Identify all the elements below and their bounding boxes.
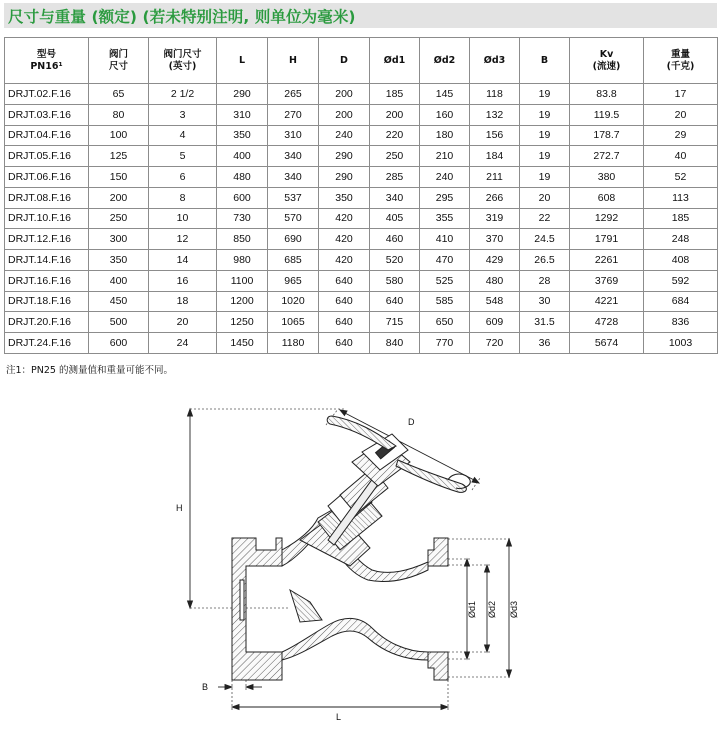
table-cell: 52 [644,167,718,188]
table-cell: 20 [520,187,570,208]
table-cell: 31.5 [520,312,570,333]
table-cell: 210 [420,146,470,167]
table-cell: 100 [89,125,149,146]
label-d2: Ød2 [487,600,497,618]
table-cell: 2 1/2 [149,84,217,105]
table-row [5,208,718,229]
column-header: 阀门尺寸 (英寸) [149,38,217,84]
table-cell: 600 [89,333,149,354]
table-cell: 270 [268,104,319,125]
table-cell: 609 [470,312,520,333]
model-cell: DRJT.08.F.16 [5,187,89,208]
table-cell: 250 [370,146,420,167]
column-header: Ød3 [470,38,520,84]
table-cell: 340 [268,146,319,167]
table-cell: 980 [217,250,268,271]
table-cell: 19 [520,167,570,188]
table-cell: 40 [644,146,718,167]
table-body [5,84,718,354]
table-cell: 720 [470,333,520,354]
table-row [5,250,718,271]
table-cell: 290 [319,146,370,167]
model-cell: DRJT.06.F.16 [5,167,89,188]
table-cell: 156 [470,125,520,146]
table-cell: 5 [149,146,217,167]
model-cell: DRJT.02.F.16 [5,84,89,105]
table-cell: 592 [644,270,718,291]
table-cell: 211 [470,167,520,188]
table-cell: 200 [370,104,420,125]
table-cell: 240 [319,125,370,146]
table-cell: 118 [470,84,520,105]
table-row [5,167,718,188]
table-cell: 537 [268,187,319,208]
table-cell: 4 [149,125,217,146]
table-cell: 132 [470,104,520,125]
table-cell: 3 [149,104,217,125]
table-cell: 836 [644,312,718,333]
table-cell: 525 [420,270,470,291]
table-cell: 178.7 [570,125,644,146]
table-cell: 6 [149,167,217,188]
model-cell: DRJT.14.F.16 [5,250,89,271]
table-cell: 30 [520,291,570,312]
table-row [5,146,718,167]
table-cell: 684 [644,291,718,312]
table-cell: 83.8 [570,84,644,105]
table-cell: 285 [370,167,420,188]
table-cell: 350 [319,187,370,208]
label-l: L [336,712,342,722]
table-cell: 1250 [217,312,268,333]
model-cell: DRJT.10.F.16 [5,208,89,229]
table-cell: 145 [420,84,470,105]
table-cell: 4221 [570,291,644,312]
table-cell: 480 [217,167,268,188]
table-cell: 28 [520,270,570,291]
column-header: B [520,38,570,84]
table-cell: 2261 [570,250,644,271]
table-cell: 400 [217,146,268,167]
table-cell: 250 [89,208,149,229]
table-cell: 248 [644,229,718,250]
table-cell: 220 [370,125,420,146]
table-cell: 500 [89,312,149,333]
table-cell: 160 [420,104,470,125]
table-cell: 460 [370,229,420,250]
table-cell: 185 [644,208,718,229]
table-cell: 19 [520,104,570,125]
table-row [5,84,718,105]
table-cell: 16 [149,270,217,291]
table-cell: 266 [470,187,520,208]
valve-drawing [0,390,720,744]
table-cell: 770 [420,333,470,354]
table-cell: 840 [370,333,420,354]
table-cell: 295 [420,187,470,208]
table-cell: 29 [644,125,718,146]
table-cell: 3769 [570,270,644,291]
table-cell: 520 [370,250,420,271]
table-cell: 290 [319,167,370,188]
label-d3: Ød3 [509,600,519,618]
column-header: D [319,38,370,84]
table-cell: 150 [89,167,149,188]
model-cell: DRJT.12.F.16 [5,229,89,250]
table-cell: 480 [470,270,520,291]
label-b: B [202,682,209,692]
table-cell: 184 [470,146,520,167]
table-cell: 300 [89,229,149,250]
table-cell: 640 [319,291,370,312]
model-cell: DRJT.05.F.16 [5,146,89,167]
table-cell: 650 [420,312,470,333]
table-cell: 22 [520,208,570,229]
table-cell: 965 [268,270,319,291]
table-cell: 690 [268,229,319,250]
table-header-row [5,38,718,84]
table-cell: 340 [268,167,319,188]
label-d: D [408,417,415,427]
table-cell: 5674 [570,333,644,354]
table-cell: 4728 [570,312,644,333]
table-cell: 355 [420,208,470,229]
column-header: H [268,38,319,84]
table-cell: 420 [319,229,370,250]
table-cell: 14 [149,250,217,271]
table-cell: 420 [319,208,370,229]
model-cell: DRJT.04.F.16 [5,125,89,146]
table-cell: 429 [470,250,520,271]
table-cell: 26.5 [520,250,570,271]
table-cell: 685 [268,250,319,271]
table-cell: 420 [319,250,370,271]
table-cell: 1450 [217,333,268,354]
dimensions-table [4,37,718,354]
table-cell: 600 [217,187,268,208]
table-cell: 1200 [217,291,268,312]
column-header: Ød1 [370,38,420,84]
table-cell: 350 [217,125,268,146]
table-cell: 20 [149,312,217,333]
table-cell: 17 [644,84,718,105]
table-cell: 185 [370,84,420,105]
table-cell: 319 [470,208,520,229]
table-cell: 265 [268,84,319,105]
table-cell: 640 [370,291,420,312]
table-cell: 310 [217,104,268,125]
table-cell: 18 [149,291,217,312]
table-row [5,270,718,291]
label-d1: Ød1 [467,600,477,618]
table-cell: 20 [644,104,718,125]
table-row [5,104,718,125]
table-cell: 400 [89,270,149,291]
table-cell: 19 [520,84,570,105]
model-cell: DRJT.18.F.16 [5,291,89,312]
title-bar [4,3,717,28]
table-cell: 1020 [268,291,319,312]
table-cell: 310 [268,125,319,146]
column-header: Ød2 [420,38,470,84]
table-row [5,187,718,208]
table-cell: 340 [370,187,420,208]
table-cell: 24 [149,333,217,354]
table-cell: 350 [89,250,149,271]
model-cell: DRJT.24.F.16 [5,333,89,354]
table-cell: 585 [420,291,470,312]
table-cell: 125 [89,146,149,167]
table-cell: 380 [570,167,644,188]
table-cell: 24.5 [520,229,570,250]
table-row [5,333,718,354]
table-row [5,229,718,250]
table-cell: 200 [319,104,370,125]
table-cell: 65 [89,84,149,105]
table-cell: 450 [89,291,149,312]
table-cell: 410 [420,229,470,250]
table-cell: 290 [217,84,268,105]
column-header: L [217,38,268,84]
table-cell: 180 [420,125,470,146]
table-cell: 19 [520,146,570,167]
column-header: 重量 (千克) [644,38,718,84]
table-cell: 715 [370,312,420,333]
column-header: 阀门 尺寸 [89,38,149,84]
dimension-labels [176,417,519,722]
table-cell: 1003 [644,333,718,354]
table-cell: 80 [89,104,149,125]
model-cell: DRJT.03.F.16 [5,104,89,125]
table-cell: 200 [319,84,370,105]
table-cell: 272.7 [570,146,644,167]
footnote: 注1：PN25 的测量值和重量可能不同。 [6,365,173,376]
table-cell: 640 [319,312,370,333]
table-cell: 370 [470,229,520,250]
label-h: H [176,503,183,513]
table-cell: 640 [319,333,370,354]
table-cell: 608 [570,187,644,208]
column-header: 型号 PN16¹ [5,38,89,84]
table-cell: 8 [149,187,217,208]
table-cell: 1065 [268,312,319,333]
table-cell: 640 [319,270,370,291]
model-cell: DRJT.16.F.16 [5,270,89,291]
table-cell: 548 [470,291,520,312]
table-cell: 730 [217,208,268,229]
table-cell: 200 [89,187,149,208]
table-cell: 570 [268,208,319,229]
table-row [5,312,718,333]
table-cell: 1292 [570,208,644,229]
table-cell: 470 [420,250,470,271]
table-cell: 1100 [217,270,268,291]
table-cell: 12 [149,229,217,250]
table-cell: 36 [520,333,570,354]
model-cell: DRJT.20.F.16 [5,312,89,333]
table-cell: 119.5 [570,104,644,125]
table-row [5,125,718,146]
table-cell: 408 [644,250,718,271]
table-cell: 240 [420,167,470,188]
table-cell: 10 [149,208,217,229]
table-cell: 405 [370,208,420,229]
table-cell: 113 [644,187,718,208]
column-header: Kv (流速) [570,38,644,84]
table-cell: 19 [520,125,570,146]
bonnet-assembly [300,434,410,566]
table-cell: 1791 [570,229,644,250]
page-title: 尺寸与重量 (额定) (若未特别注明, 则单位为毫米) [8,7,356,26]
table-cell: 1180 [268,333,319,354]
table-cell: 580 [370,270,420,291]
table-cell: 850 [217,229,268,250]
table-row [5,291,718,312]
